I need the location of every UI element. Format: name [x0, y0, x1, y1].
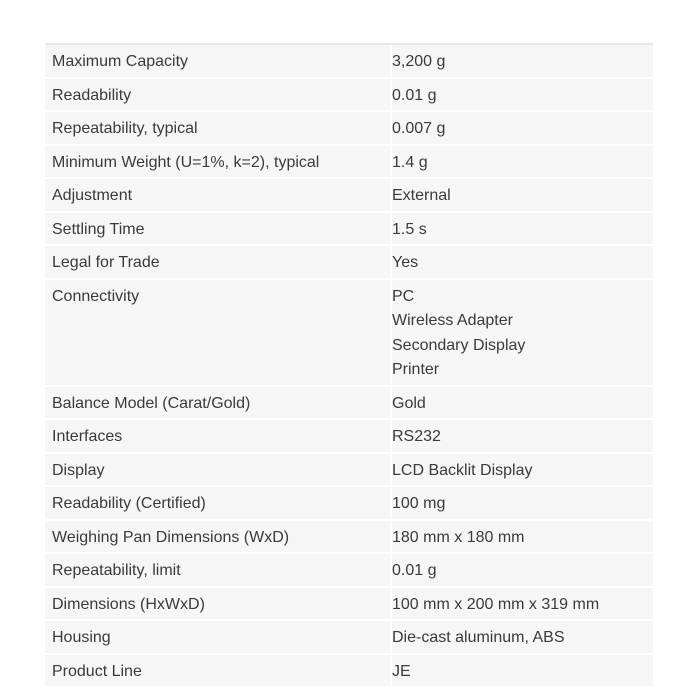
spec-value [392, 521, 653, 553]
spec-value-line: LCD Backlit Display [392, 461, 533, 479]
spec-row [45, 146, 653, 180]
spec-value-line: 180 mm x 180 mm [392, 528, 525, 546]
spec-value-line: 0.01 g [392, 86, 437, 104]
spec-row [45, 588, 653, 622]
spec-value-line: 1.5 s [392, 220, 427, 238]
spec-row [45, 213, 653, 247]
spec-value [392, 112, 653, 144]
spec-value-line: RS232 [392, 428, 441, 445]
spec-row [45, 655, 653, 689]
spec-row [45, 554, 653, 588]
spec-value [392, 280, 653, 385]
spec-value [392, 487, 653, 519]
spec-row [45, 79, 653, 113]
spec-row [45, 45, 653, 79]
spec-label: Repeatability, limit [45, 554, 392, 586]
spec-value [392, 655, 653, 687]
spec-value [392, 420, 653, 452]
spec-value [392, 554, 653, 586]
spec-value-line: Gold [392, 394, 426, 412]
spec-value-line: External [392, 187, 451, 204]
spec-label: Readability [45, 79, 392, 111]
spec-label: Legal for Trade [45, 246, 392, 278]
spec-label: Housing [45, 621, 392, 653]
spec-row [45, 246, 653, 280]
spec-value-line: 0.01 g [392, 562, 437, 579]
spec-label: Weighing Pan Dimensions (WxD) [45, 521, 392, 553]
spec-row [45, 420, 653, 454]
spec-row [45, 487, 653, 521]
spec-label: Readability (Certified) [45, 487, 392, 519]
spec-row [45, 179, 653, 213]
spec-label: Minimum Weight (U=1%, k=2), typical [45, 146, 392, 178]
spec-value-line: JE [392, 662, 411, 680]
spec-row [45, 621, 653, 655]
spec-row [45, 521, 653, 555]
spec-value [392, 621, 653, 653]
spec-value [392, 179, 653, 211]
spec-value-line: 3,200 g [392, 53, 446, 70]
spec-value [392, 79, 653, 111]
spec-value [392, 387, 653, 419]
spec-value [392, 45, 653, 77]
spec-value [392, 454, 653, 486]
spec-value-line: Secondary Display [392, 336, 526, 354]
spec-value-line: 100 mg [392, 495, 446, 512]
spec-label: Settling Time [45, 213, 392, 245]
spec-value-line: PC [392, 287, 415, 305]
spec-label: Connectivity [45, 280, 392, 385]
spec-label: Product Line [45, 655, 392, 687]
spec-value-line: 0.007 g [392, 120, 446, 137]
spec-label: Adjustment [45, 179, 392, 211]
spec-value [392, 213, 653, 245]
spec-row [45, 454, 653, 488]
spec-label: Display [45, 454, 392, 486]
spec-label: Interfaces [45, 420, 392, 452]
spec-row [45, 280, 653, 387]
spec-label: Dimensions (HxWxD) [45, 588, 392, 620]
spec-value-line: 100 mm x 200 mm x 319 mm [392, 595, 600, 613]
spec-value-line: Printer [392, 361, 440, 378]
spec-value-line: Wireless Adapter [392, 312, 513, 329]
spec-value-line: 1.4 g [392, 153, 428, 171]
spec-table [45, 43, 653, 688]
spec-row [45, 387, 653, 421]
spec-label: Repeatability, typical [45, 112, 392, 144]
spec-value-line: Yes [392, 254, 419, 271]
spec-value [392, 588, 653, 620]
spec-label: Balance Model (Carat/Gold) [45, 387, 392, 419]
spec-value [392, 246, 653, 278]
spec-value [392, 146, 653, 178]
spec-row [45, 112, 653, 146]
spec-value-line: Die-cast aluminum, ABS [392, 629, 565, 646]
spec-label: Maximum Capacity [45, 45, 392, 77]
